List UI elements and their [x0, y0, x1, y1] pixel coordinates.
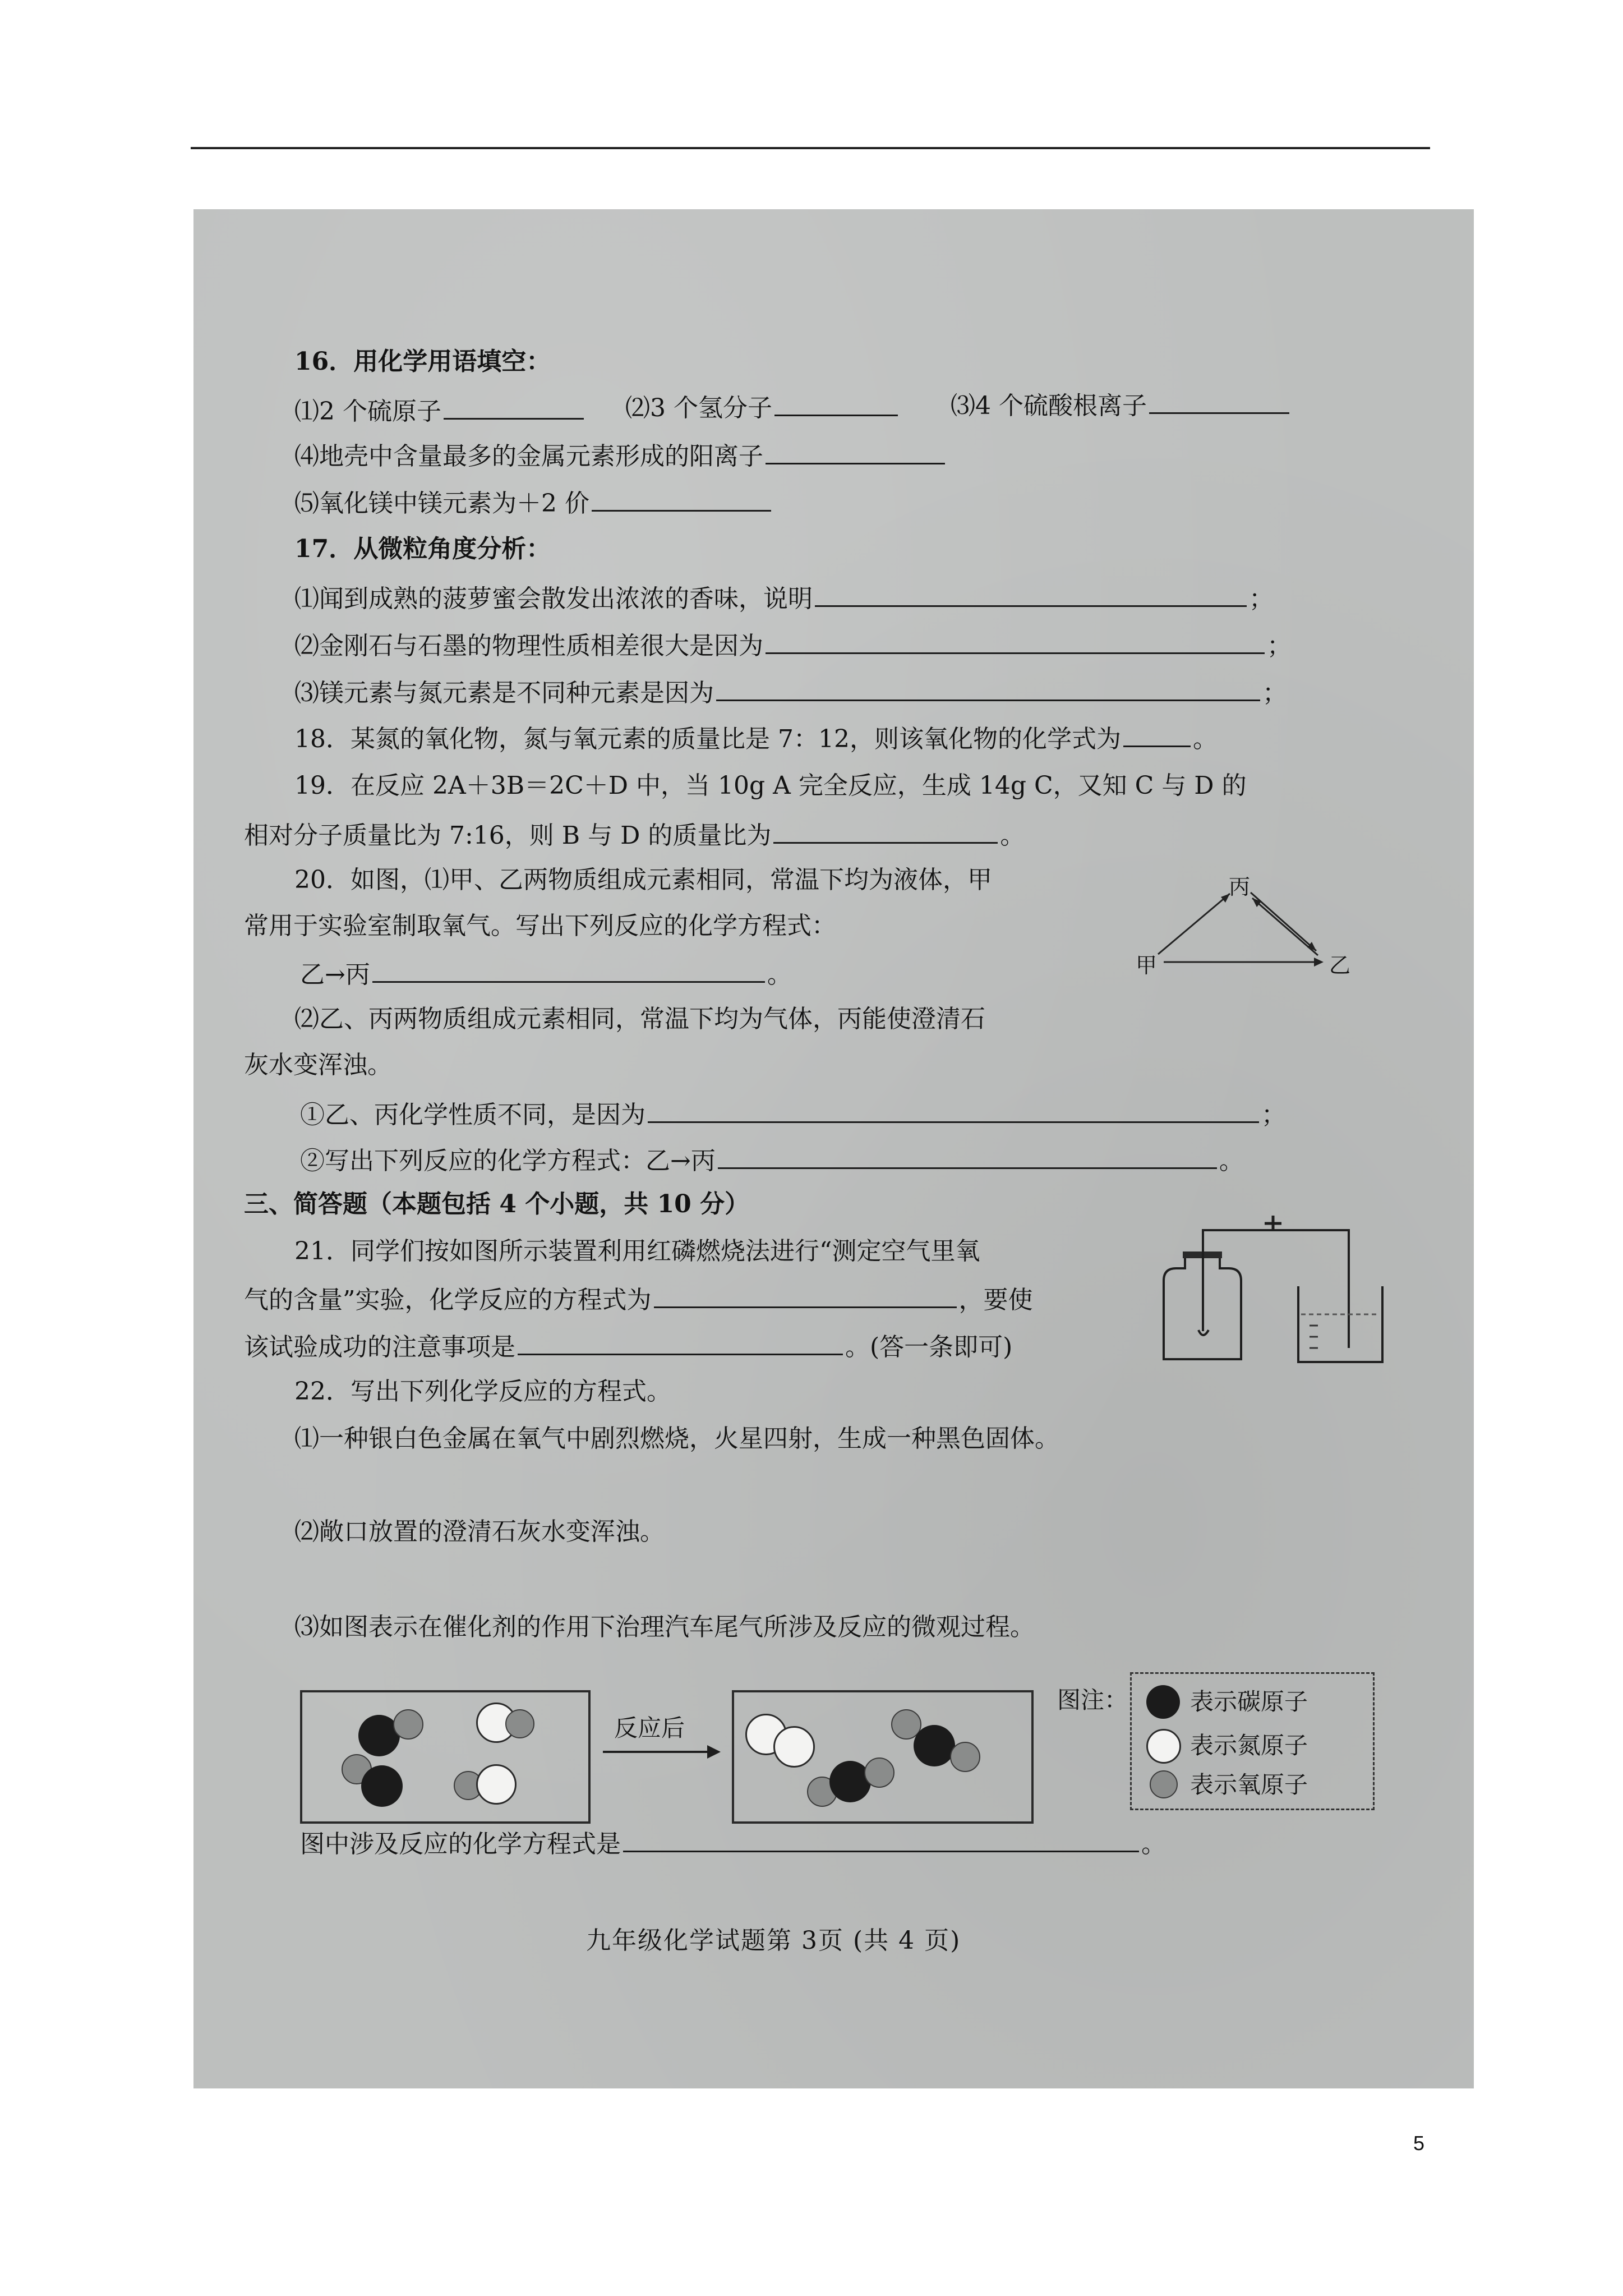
q21-apparatus-figure: [1147, 1208, 1388, 1370]
legend-carbon-label: 表示碳原子: [1190, 1688, 1308, 1715]
nitrogen-atom: [476, 1764, 517, 1805]
legend-carbon-symbol: [1146, 1685, 1180, 1719]
q18-text: 18．某氮的氧化物，氮与氧元素的质量比是 7：12，则该氧化物的化学式为 。: [294, 721, 1218, 755]
red-phosphorus-apparatus: [1147, 1208, 1388, 1370]
q20-line6: ①乙、丙化学性质不同，是因为 ；: [300, 1097, 1286, 1131]
q16-title: 16．用化学用语填空：: [294, 347, 551, 376]
q22-part1: ⑴一种银白色金属在氧气中剧烈燃烧，火星四射，生成一种黑色固体。: [294, 1424, 1059, 1453]
answer-blank[interactable]: [815, 581, 1247, 607]
answer-blank[interactable]: [718, 1143, 1217, 1169]
scanned-exam-page: [193, 209, 1474, 2088]
q16-part5: ⑸氧化镁中镁元素为＋2 价: [294, 485, 773, 519]
q19-line1: 19．在反应 2A＋3B＝2C＋D 中，当 10g A 完全反应，生成 14g C，又知 C 与 D 的: [294, 771, 1247, 800]
exam-page-footer: 九年级化学试题第 3页 (共 4 页): [586, 1926, 961, 1955]
legend-nitrogen-label: 表示氮原子: [1190, 1732, 1308, 1759]
q16-part2: ⑵3 个氢分子: [625, 390, 900, 424]
q21-line1: 21．同学们按如图所示装置利用红磷燃烧法进行“测定空气里氧: [294, 1237, 980, 1266]
q22-part2: ⑵敞口放置的澄清石灰水变浑浊。: [294, 1517, 665, 1546]
oxygen-atom: [950, 1742, 980, 1772]
q17-part3: ⑶镁元素与氮元素是不同种元素是因为 ；: [294, 675, 1287, 709]
answer-blank[interactable]: [766, 438, 945, 464]
q20-line7: ②写出下列反应的化学方程式：乙→丙 。: [300, 1143, 1244, 1177]
q19-line2: 相对分子质量比为 7:16，则 B 与 D 的质量比为 。: [244, 817, 1025, 852]
q16-part1: ⑴2 个硫原子: [294, 393, 586, 427]
q17-part2: ⑵金刚石与石墨的物理性质相差很大是因为 ；: [294, 628, 1292, 662]
reaction-arrow-label: 反应后: [614, 1714, 685, 1742]
legend-title: 图注：: [1057, 1686, 1128, 1714]
q21-line2: 气的含量”实验，化学反应的方程式为 ，要使: [244, 1282, 1033, 1316]
q20-line5: 灰水变浑浊。: [244, 1051, 392, 1079]
q16-part4: ⑷地壳中含量最多的金属元素形成的阳离子: [294, 438, 947, 472]
oxygen-atom: [393, 1709, 423, 1740]
answer-blank[interactable]: [623, 1826, 1139, 1852]
section3-title: 三、简答题（本题包括 4 个小题，共 10 分）: [244, 1190, 750, 1218]
answer-blank[interactable]: [766, 628, 1265, 654]
header-rule: [191, 147, 1430, 149]
answer-blank[interactable]: [773, 817, 998, 844]
answer-blank[interactable]: [648, 1097, 1259, 1123]
reaction-arrow: [597, 1735, 726, 1769]
answer-blank[interactable]: [372, 956, 765, 983]
nitrogen-atom: [773, 1726, 815, 1768]
q21-line3: 该试验成功的注意事项是 。(答一条即可): [244, 1329, 1012, 1363]
after-reaction-box: [732, 1690, 1034, 1824]
answer-blank[interactable]: [774, 390, 898, 416]
page-number: 5: [1413, 2132, 1425, 2155]
q17-title: 17．从微粒角度分析：: [294, 535, 551, 563]
label-jia: 甲: [1136, 953, 1158, 978]
answer-blank[interactable]: [654, 1282, 957, 1308]
q22-microscopic-reaction-figure: [300, 1679, 1029, 1825]
legend-oxygen-symbol: [1150, 1770, 1178, 1798]
answer-blank[interactable]: [1149, 388, 1289, 414]
label-yi: 乙: [1329, 953, 1351, 978]
q20-line3: 乙→丙 。: [300, 956, 792, 991]
answer-blank[interactable]: [592, 485, 771, 512]
q22-part3: ⑶如图表示在催化剂的作用下治理汽车尾气所涉及反应的微观过程。: [294, 1613, 1035, 1641]
oxygen-atom: [864, 1757, 895, 1788]
answer-blank[interactable]: [1123, 721, 1191, 747]
legend-box: [1130, 1672, 1375, 1810]
q20-line1: 20．如图，⑴甲、乙两物质组成元素相同，常温下均为液体，甲: [294, 866, 992, 894]
answer-blank[interactable]: [716, 675, 1260, 701]
answer-blank[interactable]: [444, 393, 584, 420]
answer-blank[interactable]: [518, 1329, 843, 1355]
q16-part3: ⑶4 个硫酸根离子: [951, 388, 1292, 422]
carbon-atom: [914, 1725, 955, 1766]
carbon-atom: [361, 1765, 403, 1807]
q22-title: 22．写出下列化学反应的方程式。: [294, 1377, 671, 1406]
q22-answer-line: 图中涉及反应的化学方程式是 。: [300, 1826, 1166, 1860]
q20-line2: 常用于实验室制取氧气。写出下列反应的化学方程式：: [244, 912, 836, 940]
label-bing: 丙: [1229, 875, 1251, 899]
q20-reaction-diagram: [1136, 871, 1360, 978]
legend-nitrogen-symbol: [1146, 1729, 1181, 1764]
before-reaction-box: [300, 1690, 591, 1824]
oxygen-atom: [505, 1709, 534, 1738]
legend-oxygen-label: 表示氧原子: [1190, 1771, 1308, 1798]
q17-part1: ⑴闻到成熟的菠萝蜜会散发出浓浓的香味，说明 ；: [294, 581, 1274, 615]
q20-line4: ⑵乙、丙两物质组成元素相同，常温下均为气体，丙能使澄清石: [294, 1005, 985, 1033]
